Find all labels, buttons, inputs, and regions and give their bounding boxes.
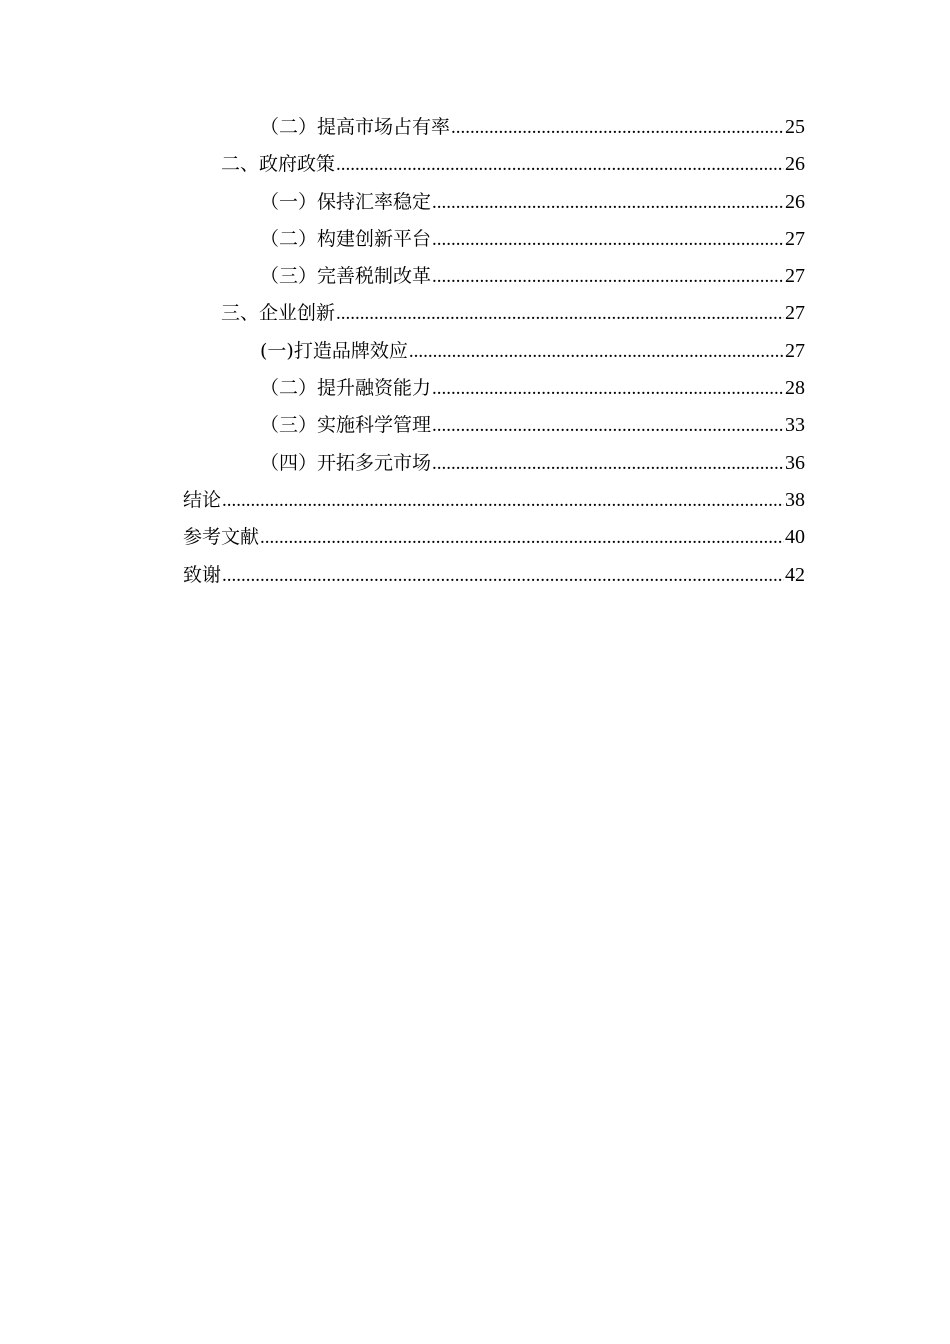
toc-entry-page: 28 bbox=[785, 377, 805, 400]
toc-entry-title: （二）构建创新平台 bbox=[260, 227, 432, 250]
toc-entry-title: （二）提高市场占有率 bbox=[260, 116, 451, 138]
toc-entry-title: （三）实施科学管理 bbox=[260, 414, 432, 437]
toc-dot-leader bbox=[409, 333, 784, 370]
toc-dot-leader bbox=[432, 445, 784, 482]
toc-entry-title: 三、企业创新 bbox=[221, 302, 336, 325]
toc-entry[interactable] bbox=[0, 109, 950, 146]
toc-entry-page: 27 bbox=[785, 227, 805, 250]
toc-dot-leader bbox=[260, 519, 784, 556]
toc-entry[interactable] bbox=[0, 482, 950, 519]
toc-dot-leader bbox=[222, 482, 784, 519]
toc-entry[interactable] bbox=[0, 519, 950, 556]
toc-dot-leader bbox=[222, 557, 784, 594]
toc-dot-leader bbox=[336, 295, 784, 332]
toc-entry[interactable] bbox=[0, 146, 950, 183]
toc-entry-title: 二、政府政策 bbox=[221, 153, 336, 176]
toc-entry-title: （一）保持汇率稳定 bbox=[260, 190, 432, 213]
toc-entry-page: 36 bbox=[785, 451, 805, 474]
toc-entry-page: 27 bbox=[785, 265, 805, 288]
toc-dot-leader bbox=[432, 370, 784, 407]
toc-entry-page: 27 bbox=[785, 302, 805, 325]
toc-entry-title: 致谢 bbox=[183, 563, 222, 586]
toc-entry-page: 33 bbox=[785, 414, 805, 437]
table-of-contents bbox=[0, 109, 950, 594]
toc-entry[interactable] bbox=[0, 258, 950, 295]
toc-entry[interactable] bbox=[0, 407, 950, 444]
toc-dot-leader bbox=[336, 146, 784, 183]
toc-entry[interactable] bbox=[0, 221, 950, 258]
toc-entry-page: 40 bbox=[785, 526, 805, 549]
toc-entry-page: 26 bbox=[785, 190, 805, 213]
toc-dot-leader bbox=[432, 258, 784, 295]
toc-dot-leader bbox=[432, 407, 784, 444]
toc-entry-page: 26 bbox=[785, 153, 805, 176]
toc-entry-title: (一)打造品牌效应 bbox=[260, 339, 408, 362]
toc-entry-page: 25 bbox=[785, 116, 805, 138]
toc-entry[interactable] bbox=[0, 333, 950, 370]
toc-entry[interactable] bbox=[0, 557, 950, 594]
toc-entry-title: （四）开拓多元市场 bbox=[260, 451, 432, 474]
toc-dot-leader bbox=[432, 184, 784, 221]
toc-entry-page: 42 bbox=[785, 563, 805, 586]
toc-dot-leader bbox=[432, 221, 784, 258]
toc-entry[interactable] bbox=[0, 295, 950, 332]
toc-entry[interactable] bbox=[0, 445, 950, 482]
toc-entry[interactable] bbox=[0, 370, 950, 407]
toc-entry-page: 38 bbox=[785, 488, 805, 511]
toc-dot-leader bbox=[451, 109, 784, 146]
toc-entry[interactable] bbox=[0, 184, 950, 221]
toc-entry-title: （三）完善税制改革 bbox=[260, 265, 432, 288]
toc-entry-title: （二）提升融资能力 bbox=[260, 377, 432, 400]
toc-entry-title: 结论 bbox=[183, 488, 222, 511]
toc-entry-page: 27 bbox=[785, 339, 805, 362]
toc-entry-title: 参考文献 bbox=[183, 526, 260, 549]
